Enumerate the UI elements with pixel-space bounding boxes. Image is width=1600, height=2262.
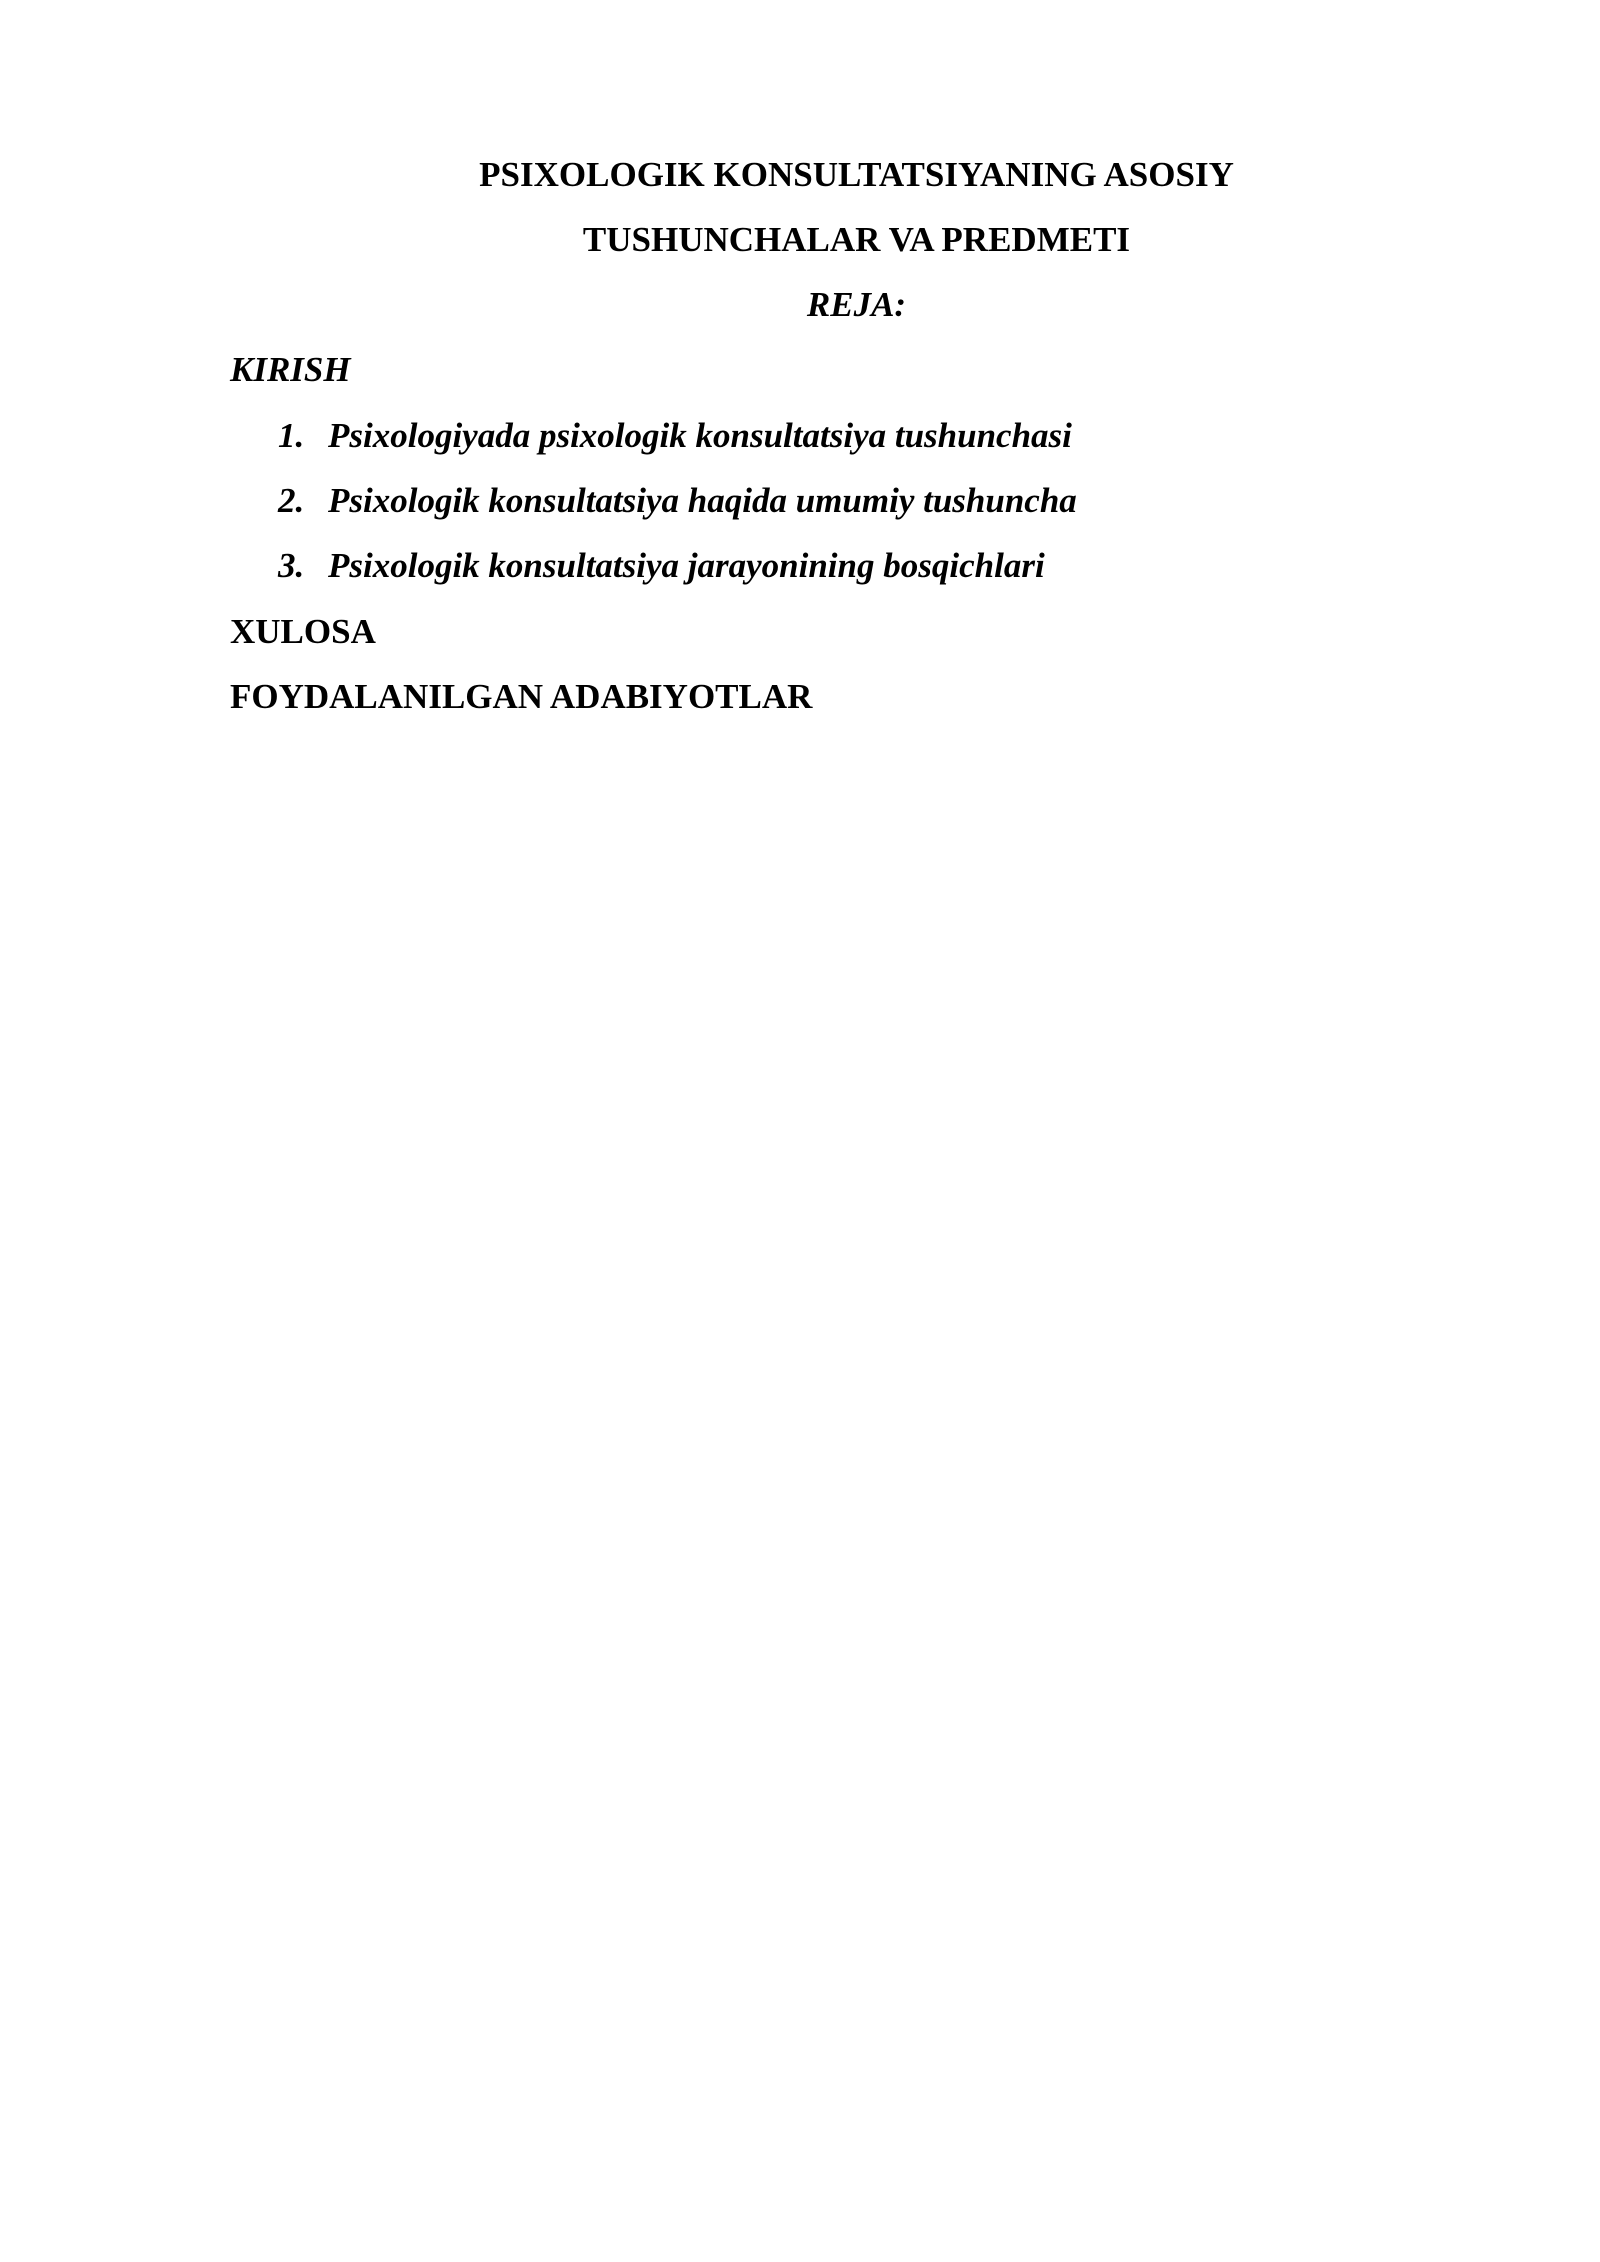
intro-heading: KIRISH (230, 350, 351, 389)
references-heading: FOYDALANILGAN ADABIYOTLAR (230, 677, 813, 716)
conclusion-heading: XULOSA (230, 612, 376, 651)
plan-item-3 (278, 544, 1045, 588)
document-title-line-1: PSIXOLOGIK KONSULTATSIYANING ASOSIY (479, 155, 1234, 194)
plan-item-text: Psixologik konsultatsiya haqida umumiy tushuncha (328, 481, 1077, 520)
plan-heading: REJA: (806, 285, 907, 324)
plan-item-number: 2. (278, 481, 305, 520)
plan-item-number: 1. (278, 416, 305, 455)
document-title-line-2: TUSHUNCHALAR VA PREDMETI (582, 220, 1131, 259)
plan-item-2 (278, 479, 1077, 523)
plan-item-1 (278, 414, 1072, 458)
plan-item-number: 3. (278, 546, 305, 585)
plan-item-text: Psixologiyada psixologik konsultatsiya tushunchasi (328, 416, 1072, 455)
plan-item-text: Psixologik konsultatsiya jarayonining bosqichlari (328, 546, 1045, 585)
